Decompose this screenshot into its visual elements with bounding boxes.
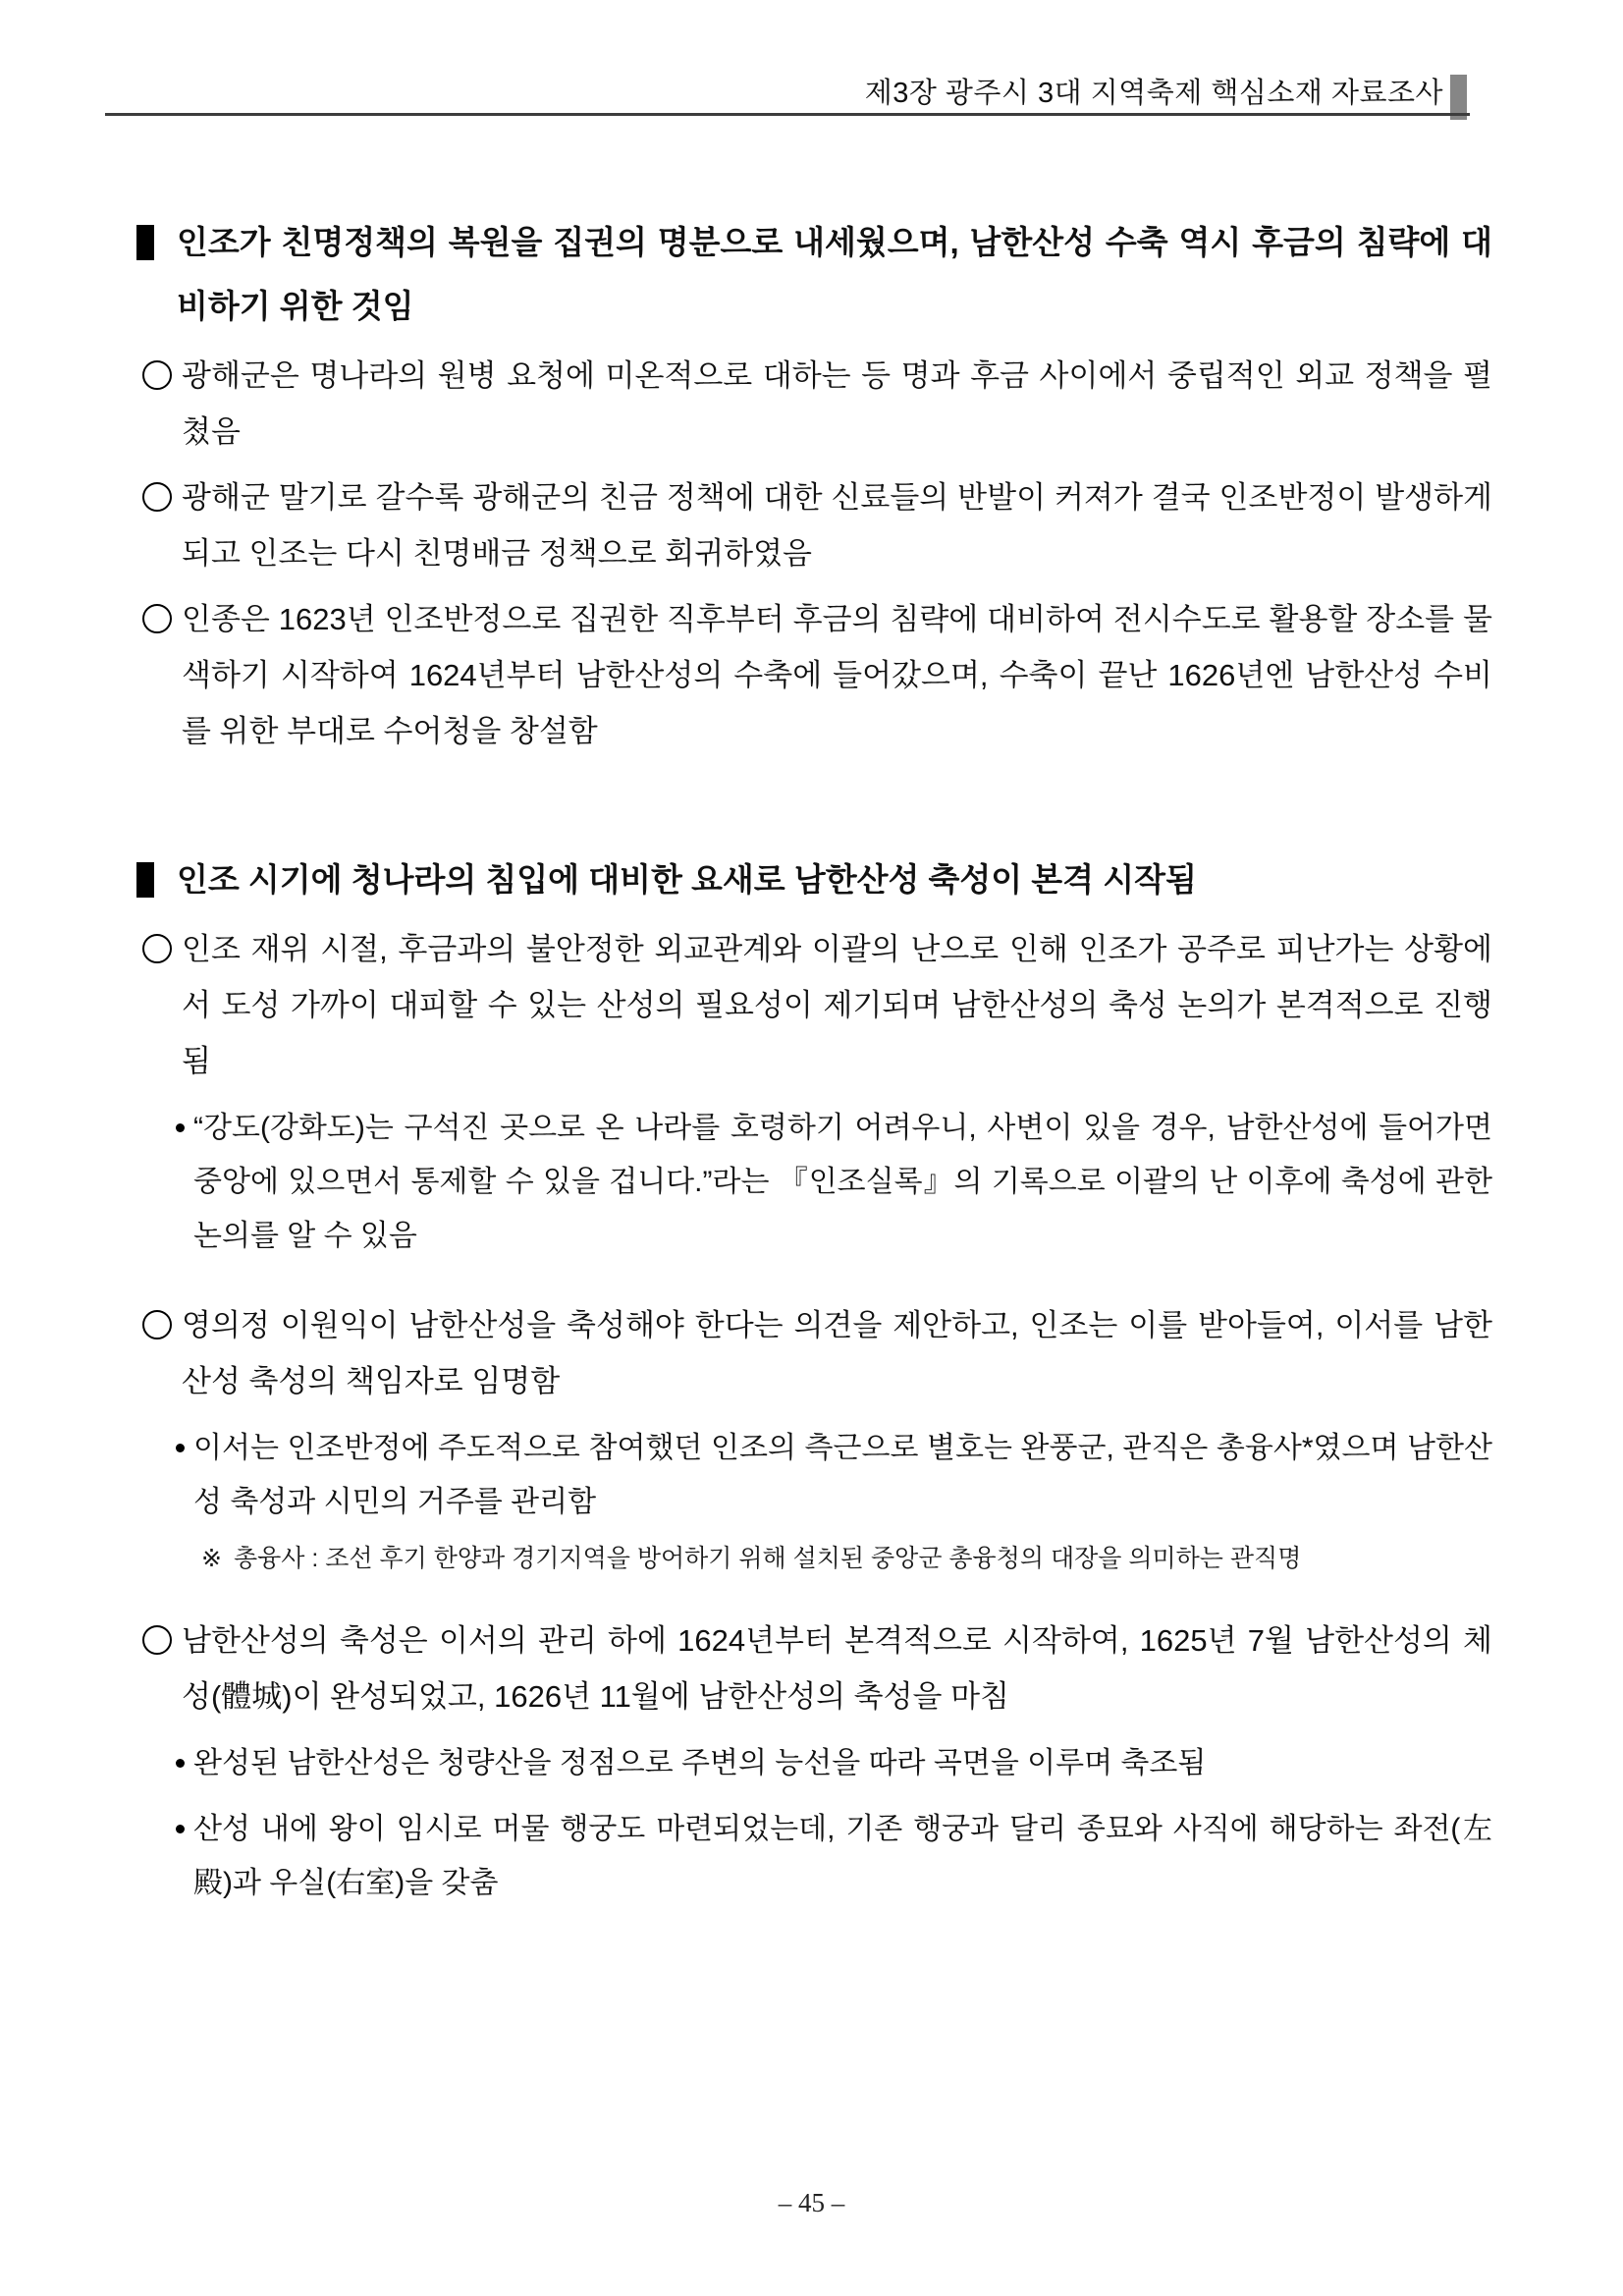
dot-bullet-icon bbox=[176, 1123, 185, 1132]
section-heading-text: 인조가 친명정책의 복원을 집권의 명분으로 내세웠으며, 남한산성 수축 역시 후금의 침략에 대비하기 위한 것임 bbox=[177, 224, 1492, 324]
sub-bullet-text: 이서는 인조반정에 주도적으로 참여했던 인조의 측근으로 별호는 완풍군, 관직은 총융사*였으며 남한산성 축성과 시민의 거주를 관리함 bbox=[193, 1432, 1492, 1518]
page-footer bbox=[0, 2188, 1623, 2218]
page-number: – 45 – bbox=[778, 2188, 845, 2217]
bullet-item bbox=[131, 921, 1492, 1089]
dot-bullet-icon bbox=[176, 1444, 185, 1452]
circle-bullet-icon bbox=[142, 604, 172, 633]
bullet-item bbox=[131, 591, 1492, 759]
header-title: 제3장 광주시 3대 지역축제 핵심소재 자료조사 bbox=[864, 78, 1443, 109]
heading-bullet-icon bbox=[136, 225, 154, 260]
circle-bullet-icon bbox=[142, 360, 172, 390]
bullet-group bbox=[131, 1297, 1492, 1578]
section bbox=[131, 210, 1492, 759]
bullet-group bbox=[131, 591, 1492, 759]
bullet-text: 남한산성의 축성은 이서의 관리 하에 1624년부터 본격적으로 시작하여, 1625년 7월 남한산성의 체성(體城)이 완성되었고, 1626년 11월에 남한산성의 축성을 마침 bbox=[182, 1623, 1492, 1714]
bullet-item bbox=[131, 348, 1492, 460]
bullet-text: 광해군은 명나라의 원병 요청에 미온적으로 대하는 등 명과 후금 사이에서 중립적인 외교 정책을 펼쳤음 bbox=[182, 358, 1492, 449]
section-heading-text: 인조 시기에 청나라의 침입에 대비한 요새로 남한산성 축성이 본격 시작됨 bbox=[177, 861, 1197, 898]
bullet-item bbox=[131, 1613, 1492, 1724]
header-rule bbox=[105, 113, 1470, 116]
document-content bbox=[131, 210, 1492, 1910]
circle-bullet-icon bbox=[142, 1625, 172, 1655]
sub-bullet-item bbox=[131, 1736, 1492, 1790]
sub-bullet-text: 완성된 남한산성은 청량산을 정점으로 주변의 능선을 따라 곡면을 이루며 축조됨 bbox=[193, 1747, 1207, 1779]
circle-bullet-icon bbox=[142, 934, 172, 963]
bullet-group bbox=[131, 469, 1492, 581]
bullet-group bbox=[131, 1613, 1492, 1910]
dot-bullet-icon bbox=[176, 1759, 185, 1768]
bullet-item bbox=[131, 469, 1492, 581]
note-text: 총융사 : 조선 후기 한양과 경기지역을 방어하기 위해 설치된 중앙군 총융청의 대장을 의미하는 관직명 bbox=[233, 1545, 1302, 1572]
reference-mark-icon: ※ bbox=[201, 1545, 222, 1572]
bullet-text: 인종은 1623년 인조반정으로 집권한 직후부터 후금의 침략에 대비하여 전시수도로 활용할 장소를 물색하기 시작하여 1624년부터 남한산성의 수축에 들어갔으며, 수축이 끝난 1626년엔 남한산성 수비를 위한 부대로 수어청을 창설함 bbox=[182, 602, 1492, 748]
sub-bullet-text: 산성 내에 왕이 임시로 머물 행궁도 마련되었는데, 기존 행궁과 달리 종묘와 사직에 해당하는 좌전(左殿)과 우실(右室)을 갖춤 bbox=[193, 1813, 1492, 1899]
sub-bullet-text: “강도(강화도)는 구석진 곳으로 온 나라를 호령하기 어려우니, 사변이 있을 경우, 남한산성에 들어가면 중앙에 있으면서 통제할 수 있을 겁니다.”라는 『인조실록』의 기록으로 이괄의 난 이후에 축성에 관한 논의를 알 수 있음 bbox=[193, 1112, 1492, 1252]
circle-bullet-icon bbox=[142, 482, 172, 512]
dot-bullet-icon bbox=[176, 1825, 185, 1833]
section-heading bbox=[131, 210, 1492, 338]
bullet-text: 인조 재위 시절, 후금과의 불안정한 외교관계와 이괄의 난으로 인해 인조가 공주로 피난가는 상황에서 도성 가까이 대피할 수 있는 산성의 필요성이 제기되며 남한산성의 축성 논의가 본격적으로 진행됨 bbox=[182, 932, 1492, 1078]
sub-bullet-item bbox=[131, 1802, 1492, 1910]
circle-bullet-icon bbox=[142, 1310, 172, 1339]
sub-bullet-item bbox=[131, 1101, 1492, 1263]
section-heading bbox=[131, 847, 1492, 911]
bullet-group bbox=[131, 921, 1492, 1263]
section bbox=[131, 847, 1492, 1910]
bullet-item bbox=[131, 1297, 1492, 1409]
bullet-group bbox=[131, 348, 1492, 460]
heading-bullet-icon bbox=[136, 862, 154, 898]
sub-bullet-item bbox=[131, 1421, 1492, 1529]
bullet-text: 광해군 말기로 갈수록 광해군의 친금 정책에 대한 신료들의 반발이 커져가 결국 인조반정이 발생하게 되고 인조는 다시 친명배금 정책으로 회귀하였음 bbox=[182, 480, 1492, 571]
bullet-text: 영의정 이원익이 남한산성을 축성해야 한다는 의견을 제안하고, 인조는 이를 받아들여, 이서를 남한산성 축성의 책임자로 임명함 bbox=[182, 1308, 1492, 1398]
note-item bbox=[131, 1539, 1492, 1578]
